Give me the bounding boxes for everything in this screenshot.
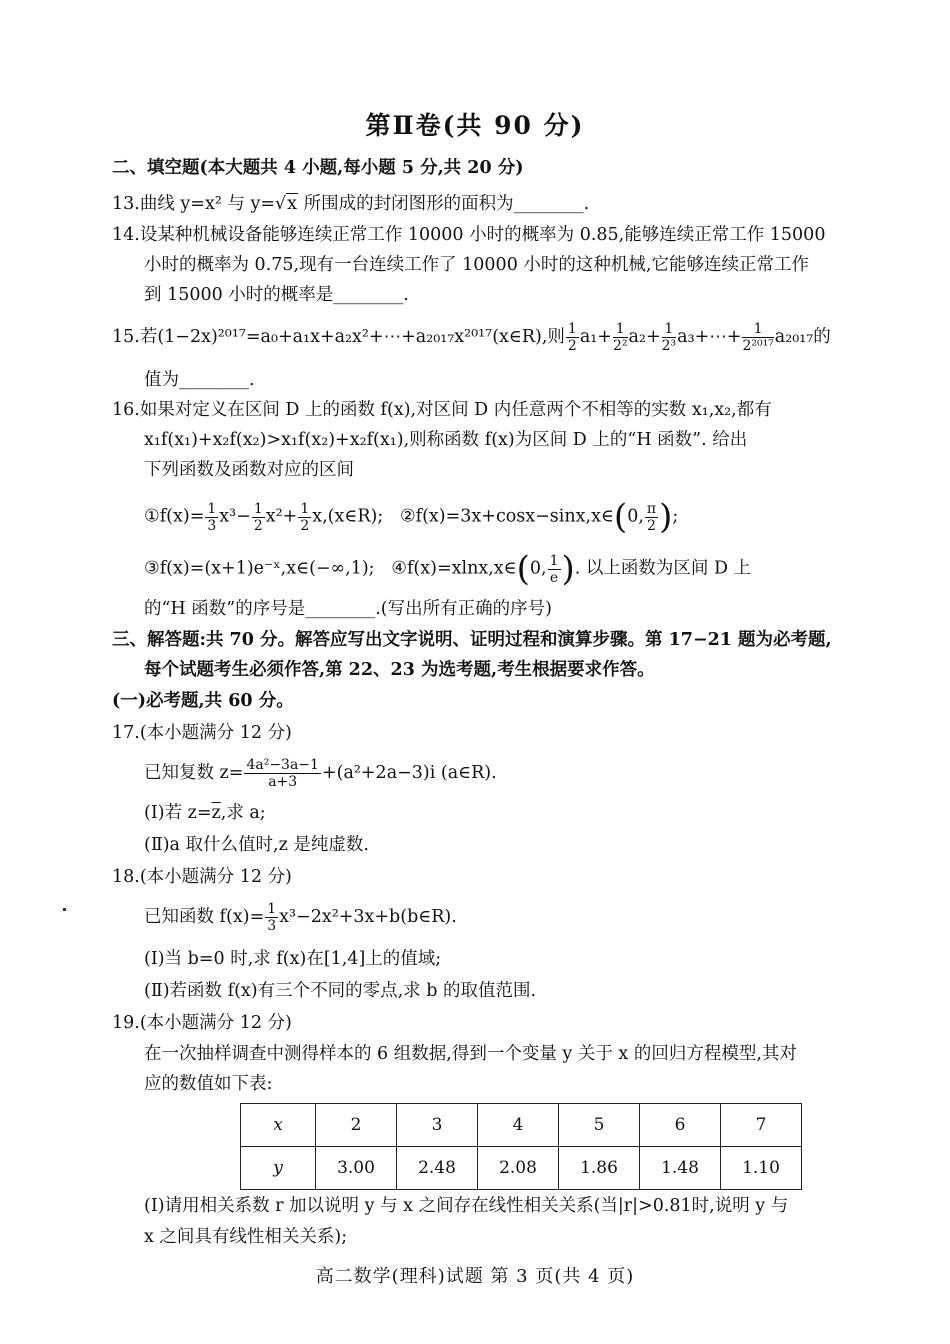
fraction: $\frac{\text{4a²−3a−1}}{a+3}$ — [246, 757, 319, 790]
fraction: $\frac{1}{\text{2²}}$ — [612, 321, 628, 354]
question-19-line-1: 在一次抽样调查中测得样本的 6 组数据,得到一个变量 y 关于 x 的回归方程模型,其对 — [144, 1044, 797, 1064]
question-16-line-1: 16.如果对定义在区间 D 上的函数 f(x),对区间 D 内任意两个不相等的实数 x₁,x₂,都有 — [112, 400, 772, 420]
table-cell: 3 — [397, 1104, 478, 1147]
section-3-heading-line-1: 三、解答题:共 70 分。解答应写出文字说明、证明过程和演算步骤。第 17−21 题为必考题, — [112, 630, 832, 650]
question-17-statement: 已知复数 z= $\frac{\text{4a²−3a−1}}{a+3}$ +(a²+2a−3)i (a∈R). — [144, 757, 497, 790]
question-19-part-1-line-2: x 之间具有线性相关关系); — [144, 1227, 348, 1247]
question-18-part-2: (Ⅱ)若函数 f(x)有三个不同的零点,求 b 的取值范围. — [144, 981, 537, 1001]
table-cell: 2 — [316, 1104, 397, 1147]
section-2-heading: 二、填空题(本大题共 4 小题,每小题 5 分,共 20 分) — [112, 158, 524, 178]
question-19-part-1-line-1: (Ⅰ)请用相关系数 r 加以说明 y 与 x 之间存在线性相关关系(当|r|>0.81时,说明 y 与 — [144, 1196, 789, 1216]
fraction: $\frac{1}{2}$ — [300, 500, 310, 534]
table-cell: 1.10 — [721, 1147, 802, 1190]
table-row — [241, 1104, 802, 1147]
table-row — [241, 1147, 802, 1190]
table-cell: 2.48 — [397, 1147, 478, 1190]
table-cell: 7 — [721, 1104, 802, 1147]
table-cell: 1.48 — [640, 1147, 721, 1190]
stray-mark — [63, 908, 66, 911]
question-18-part-1: (Ⅰ)当 b=0 时,求 f(x)在[1,4]上的值域; — [144, 949, 442, 969]
paper-section-title: 第Ⅱ卷(共 90 分) — [365, 111, 585, 140]
fraction: $\frac{\pi}{2}$ — [646, 500, 657, 534]
table-cell: 3.00 — [316, 1147, 397, 1190]
question-15-line-2: 值为________. — [144, 370, 255, 390]
question-16-options-3-4: ③f(x)=(x+1)e⁻ˣ,x∈(−∞,1); ④f(x)=xlnx,x∈(0, $\frac{1}{e}$ ). 以上函数为区间 D 上 — [144, 549, 752, 589]
table-header-x: x — [241, 1104, 316, 1147]
fraction: $\frac{1}{e}$ — [549, 552, 559, 586]
question-16-options-1-2: ①f(x)= $\frac{1}{3}$ x³− $\frac{1}{2}$ x²+ $\frac{1}{2}$ x,(x∈R); ②f(x)=3x+cosx−sinx,x∈(0, $\frac{\pi}{2}$ ); — [144, 497, 679, 537]
question-16-line-3: 下列函数及函数对应的区间 — [144, 460, 354, 480]
fraction: $\frac{1}{2}$ — [253, 500, 263, 534]
fraction: $\frac{1}{\text{2³}}$ — [661, 321, 677, 354]
question-19-header: 19.(本小题满分 12 分) — [112, 1013, 292, 1033]
question-14-line-3: 到 15000 小时的概率是________. — [144, 285, 409, 305]
question-16-line-5: 的“H 函数”的序号是________.(写出所有正确的序号) — [144, 599, 552, 619]
question-19-line-2: 应的数值如下表: — [144, 1074, 273, 1094]
question-18-statement: 已知函数 f(x)= $\frac{1}{3}$ x³−2x²+3x+b(b∈R). — [144, 901, 457, 934]
question-17-part-2: (Ⅱ)a 取什么值时,z 是纯虚数. — [144, 835, 369, 855]
fraction: $\frac{1}{3}$ — [207, 500, 217, 534]
question-16-line-2: x₁f(x₁)+x₂f(x₂)>x₁f(x₂)+x₂f(x₁),则称函数 f(x)为区间 D 上的“H 函数”. 给出 — [144, 430, 748, 450]
fraction: $\frac{1}{3}$ — [267, 901, 277, 934]
data-table — [240, 1103, 802, 1190]
fraction: $\frac{1}{\text{2²⁰¹⁷}}$ — [742, 321, 774, 354]
fraction: $\frac{1}{2}$ — [567, 321, 577, 354]
table-cell: 1.86 — [559, 1147, 640, 1190]
question-17-header: 17.(本小题满分 12 分) — [112, 723, 292, 743]
question-13: 13.曲线 y=x² 与 y=√x 所围成的封闭图形的面积为________. — [112, 194, 590, 214]
question-15: 15.若(1−2x)²⁰¹⁷=a₀+a₁x+a₂x²+⋯+a₂₀₁₇x²⁰¹⁷(x∈R),则 $\frac{1}{2}$ a₁+ $\frac{1}{\text{2²}}$ a₂+ $\frac{1}{\text{2³}}$ a₃+⋯+ $\frac{1}{\text{2²⁰¹⁷}}$ a₂₀₁₇的 — [112, 321, 831, 354]
table-cell: 6 — [640, 1104, 721, 1147]
table-cell: 2.08 — [478, 1147, 559, 1190]
question-14-line-2: 小时的概率为 0.75,现有一台连续工作了 10000 小时的这种机械,它能够连续正常工作 — [144, 255, 809, 275]
table-cell: 4 — [478, 1104, 559, 1147]
required-part-heading: (一)必考题,共 60 分。 — [112, 691, 294, 711]
page-footer: 高二数学(理科)试题 第 3 页(共 4 页) — [315, 1266, 635, 1287]
question-14-line-1: 14.设某种机械设备能够连续正常工作 10000 小时的概率为 0.85,能够连续正常工作 15000 — [112, 225, 826, 245]
table-cell: 5 — [559, 1104, 640, 1147]
question-18-header: 18.(本小题满分 12 分) — [112, 867, 292, 887]
question-17-part-1: (Ⅰ)若 $z=\overline{z}$,求 a; — [144, 803, 266, 823]
table-header-y: y — [241, 1147, 316, 1190]
section-3-heading-line-2: 每个试题考生必须作答,第 22、23 为选考题,考生根据要求作答。 — [144, 660, 655, 680]
